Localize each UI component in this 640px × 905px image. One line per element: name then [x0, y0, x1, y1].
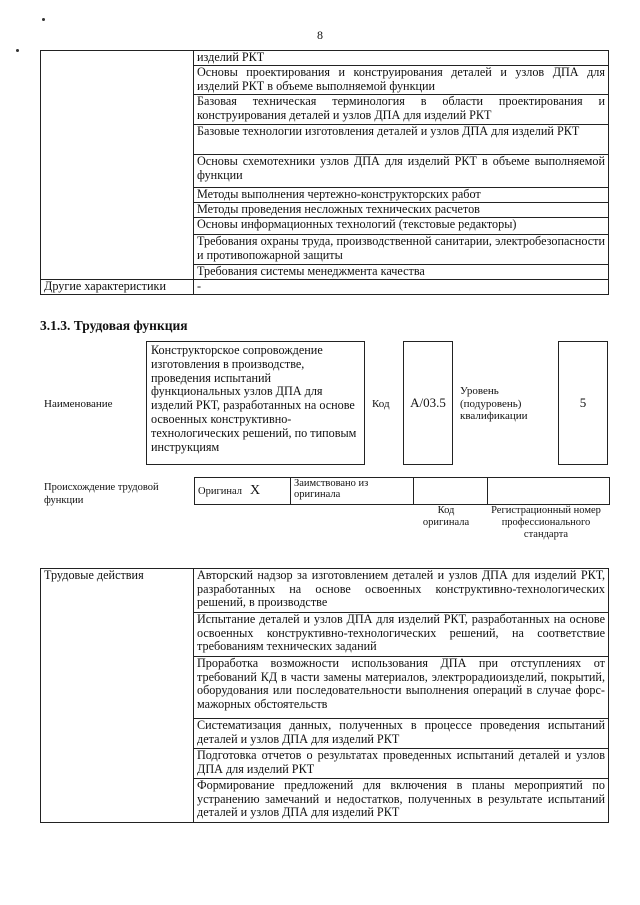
knowledge-item: Требования системы менеджмента качества: [194, 265, 609, 280]
category-cell: [41, 51, 194, 280]
knowledge-item: Базовые технологии изготовления деталей и узлов ДПА для изделий РКТ: [194, 125, 609, 155]
knowledge-item: Основы проектирования и конструирования деталей и узлов ДПА для изделий РКТ в объеме выполняемой функции: [194, 66, 609, 95]
labor-action-item: Систематизация данных, полученных в процессе проведения испытаний деталей и узлов ДПА для изделий РКТ: [194, 719, 609, 749]
code-label: Код: [372, 398, 390, 410]
level-label: Уровень (подуровень) квалификации: [460, 385, 528, 422]
labor-actions-table: [40, 568, 609, 823]
original-code-cell: [414, 478, 488, 505]
required-knowledge-table: [40, 50, 609, 295]
registration-number-cell: [488, 478, 610, 505]
qualification-level-box: 5: [558, 341, 608, 465]
scan-speck: [16, 49, 19, 52]
knowledge-item: Основы информационных технологий (текстовые редакторы): [194, 218, 609, 235]
knowledge-item: Методы проведения несложных технических расчетов: [194, 203, 609, 218]
table-row: [41, 51, 609, 66]
labor-action-item: Подготовка отчетов о результатах проведенных испытаний деталей и узлов ДПА для изделий РКТ: [194, 749, 609, 779]
original-label: Оригинал: [198, 486, 242, 497]
table-row: [41, 569, 609, 613]
knowledge-item: Методы выполнения чертежно-конструкторских работ: [194, 188, 609, 203]
knowledge-item: изделий РКТ: [194, 51, 609, 66]
labor-action-item: Авторский надзор за изготовлением деталей и узлов ДПА для изделий РКТ, разработанных на основе освоенных конструктивно-технологических решений, в производстве: [194, 569, 609, 613]
labor-action-item: Испытание деталей и узлов ДПА для изделий РКТ, разработанных на основе освоенных конструктивно-технологических решений, на соответствие требованиям технических заданий: [194, 613, 609, 657]
original-mark: X: [250, 483, 261, 498]
name-label: Наименование: [44, 398, 113, 410]
labor-action-item: Проработка возможности использования ДПА при отступлениях от требований КД в части замены материалов, электрорадиоизделий, покрытий, оборудования или последовательности выполнения операций в случае форс-мажорных обстоятельств: [194, 657, 609, 719]
section-heading: 3.1.3. Трудовая функция: [40, 318, 188, 333]
function-name-box: Конструкторское сопровождение изготовления в производстве, проведения испытаний функциональных узлов ДПА для изделий РКТ, разработанных на основе освоенных конструктивно-технологических решений, по типовым инструкциям: [146, 341, 365, 465]
function-code-box: А/03.5: [403, 341, 453, 465]
registration-caption: Регистрационный номер профессионального стандарта: [491, 505, 601, 540]
table-row: [41, 280, 609, 295]
labor-actions-label: Трудовые действия: [41, 569, 194, 823]
table-row: [195, 478, 610, 505]
page-number: 8: [317, 28, 323, 42]
origin-table: [194, 477, 610, 505]
code-caption: Код оригинала: [422, 505, 470, 528]
knowledge-item: Базовая техническая терминология в области проектирования и конструирования деталей и узлов ДПА для изделий РКТ: [194, 95, 609, 125]
labor-action-item: Формирование предложений для включения в планы мероприятий по устранению замечаний и недостатков, полученных в результате испытаний деталей и узлов ДПА для изделий РКТ: [194, 779, 609, 823]
scan-speck: [42, 18, 45, 21]
knowledge-item: Требования охраны труда, производственной санитарии, электробезопасности и противопожарной защиты: [194, 235, 609, 265]
other-characteristics-value: -: [194, 280, 609, 295]
borrowed-label: Заимствовано из оригинала: [291, 478, 414, 505]
original-cell: [195, 478, 291, 505]
knowledge-item: Основы схемотехники узлов ДПА для изделий РКТ в объеме выполняемой функции: [194, 155, 609, 188]
other-characteristics-label: Другие характеристики: [41, 280, 194, 295]
origin-label: Происхождение трудовой функции: [44, 482, 159, 506]
